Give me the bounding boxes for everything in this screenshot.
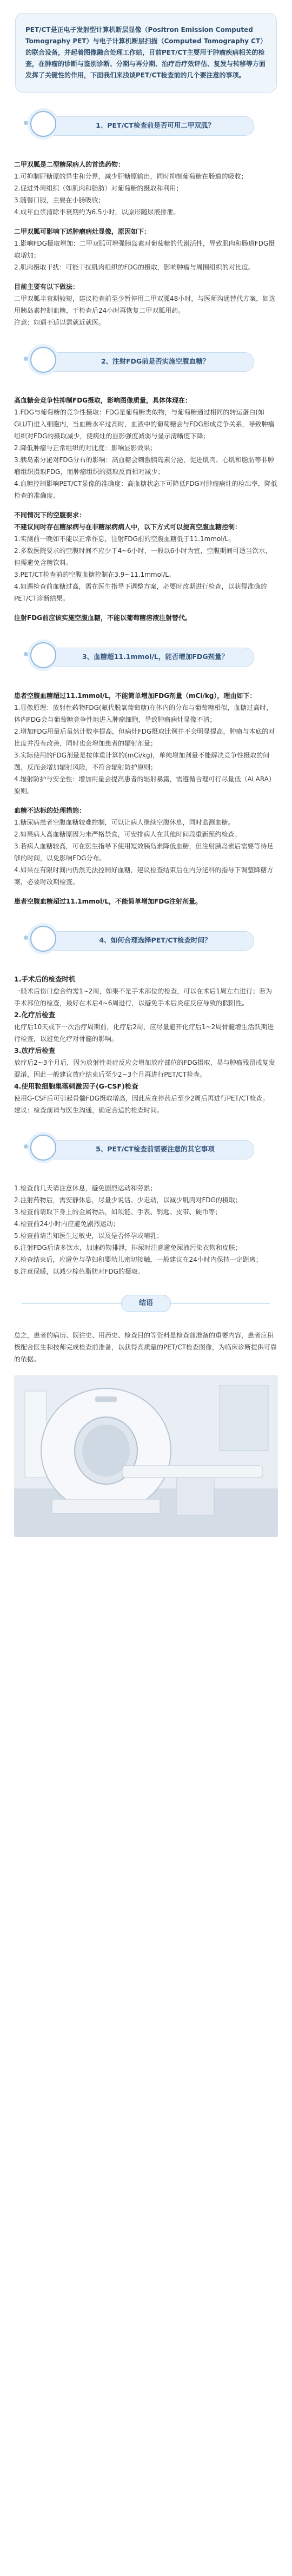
- section-badge: [30, 347, 56, 373]
- paragraph: 2.降低肿瘤与正常组织的对比度：影响显影效果；: [14, 444, 157, 452]
- subheading: 1.手术后的检查时机: [14, 975, 76, 983]
- paragraph: 3.随餐口服，主要在小肠吸收；: [14, 196, 105, 204]
- section-title: 1、PET/CT检查前是否可用二甲双胍？: [96, 121, 215, 129]
- paragraph: 1.实测前一晚如不能以正常作息，注射FDG前的空腹血糖低于11.1mmol/L。: [14, 535, 235, 543]
- paragraph: 二甲双胍可影响下述肿瘤病灶显像，原因如下：: [14, 228, 151, 235]
- paragraph: 化疗后10天或下一次治疗周期前，化疗后2周，应尽量避开化疗后1~2周骨髓增生活跃期进行检查，以避免化疗对骨髓的影响。: [14, 1023, 274, 1043]
- closing-header: [22, 1289, 270, 1317]
- paragraph: 4.辐射防护与安全性：增加用量会提高患者的辐射暴露，需遵循合理可行尽量低（ALARA）原则。: [14, 775, 275, 795]
- paragraph: 6.注射FDG后请多饮水，加速药物排泄，排尿时注意避免尿液污染衣物和皮肤；: [14, 1244, 242, 1251]
- paragraph: 患者空腹血糖超过11.1mmol/L，不能简单增加FDG剂量（mCi/kg），理由如下：: [14, 692, 256, 700]
- section-badge: [30, 926, 56, 952]
- paragraph: 不同情况下的空腹要求：: [14, 511, 86, 519]
- paragraph: 1.显像原理：放射性药物FDG(氟代脱氧葡萄糖)在体内的分布与葡萄糖相似，血糖过高时，体内FDG会与葡萄糖竞争性地进入肿瘤细胞，导致肿瘤病灶显像不清；: [14, 704, 273, 723]
- paragraph: 1.糖尿病患者空腹血糖较难控制，可以让病人继续空腹休息，同时监测血糖。: [14, 819, 235, 826]
- paragraph: 1.检查前几天请注意休息，避免剧烈运动和劳累；: [14, 1184, 157, 1192]
- paragraph: 4.如遇检查前血糖过高，需在医生指导下调整方案，必要时改期进行检查，以获得准确的PET/CT诊断结果。: [14, 583, 267, 602]
- decor-dot: [24, 652, 28, 656]
- paragraph: 3.胰岛素分泌对FDG分布的影响：高血糖会刺激胰岛素分泌，促进肌肉、心肌和脂肪等非肿瘤组织摄取FDG，而肿瘤组织的摄取反而相对减少；: [14, 456, 274, 476]
- section-title: 5、PET/CT检查前需要注意的其它事项: [96, 1145, 215, 1153]
- paragraph: 4.成年血浆清除半衰期约为6.5小时，以原形随尿液排泄。: [14, 208, 180, 216]
- paragraph: 4.如果在有限时间内仍然无法控制好血糖，建议检查结束后在内分泌科的指导下调整降糖方案，必要时改期检查。: [14, 866, 274, 886]
- paragraph: 2.肌肉摄取干扰：可能干扰肌肉组织的FDG的摄取，影响肿瘤与周围组织的对比度。: [14, 263, 255, 271]
- paragraph: 血糖不达标的处理措施：: [14, 807, 86, 814]
- paragraph: 3.检查前请取下身上的金属物品，如项链、手表、钥匙、皮带、硬币等；: [14, 1208, 222, 1216]
- subheading: 4.使用粒细胞集落刺激因子(G-CSF)检查: [14, 1082, 138, 1090]
- section-badge: [30, 111, 56, 137]
- closing-label: 结语: [121, 1295, 171, 1312]
- paragraph: 注射FDG前应该实施空腹血糖，不能以葡萄糖溶液注射替代。: [14, 614, 192, 622]
- paragraph: 2.促进外周组织（如肌肉和脂肪）对葡萄糖的摄取和利用；: [14, 185, 183, 192]
- paragraph: 2.如果病人高血糖原因为未严格禁食，可安排病人在其他时间段重新预约检查。: [14, 831, 241, 838]
- paragraph: 1.可抑制肝糖原的异生和分界，减少肝糖原输出，同时抑制葡萄糖在肠道的吸收；: [14, 173, 248, 180]
- paragraph: 1.FDG与葡萄糖的竞争性摄取：FDG是葡萄糖类似物，与葡萄糖通过相同的转运蛋白(如GLUT)进入细胞内，当血糖水平过高时，血液中的葡萄糖会与FDG形成竞争关系，导致肿瘤组织对FDG的摄取减少，使病灶的显影强度减弱与显示清晰度下降；: [14, 409, 275, 440]
- section-header-3: [22, 639, 270, 675]
- paragraph: 一般术后伤口愈合约需1~2周，如果不是手术部位的检查，可以在术后1周左右进行；若为手术部位的检查，最好在术后4~6周进行，以避免手术后炎症反应导致的假阳性。: [14, 987, 272, 1007]
- section-title: 4、如何合理选择PET/CT检查时间？: [99, 936, 211, 944]
- paragraph: 2.多数医院要求的空腹时间不应少于4~6小时，一般以6小时为宜，空腹期间可适当饮水，但需避免含糖饮料。: [14, 547, 272, 566]
- subheading: 3.放疗后检查: [14, 1046, 55, 1055]
- section-badge: [30, 642, 56, 668]
- section-badge: [30, 1135, 56, 1161]
- paragraph: 使用G-CSF后可引起骨髓FDG摄取增高，因此应在停药后至少2周后再进行PET/CT检查。: [14, 1095, 269, 1102]
- section-header-5: [22, 1131, 270, 1167]
- paragraph: 高血糖会竞争性抑制FDG摄取，影响图像质量，具体体现在：: [14, 397, 192, 404]
- section-title: 3、血糖超11.1mmol/L，能否增加FDG剂量？: [82, 653, 229, 661]
- paragraph: 8.注意保暖，以减少棕色脂肪对FDG的摄取。: [14, 1268, 144, 1275]
- paragraph: 二甲双胍半衰期较短，建议检查前至少暂停用二甲双胍48小时，与医师沟通替代方案，如选用胰岛素控制血糖，于检查后24小时再恢复二甲双胍用药。: [14, 295, 276, 314]
- paragraph: 注意：如遇不适以需就近就医。: [14, 319, 105, 326]
- section-header-4: [22, 923, 270, 958]
- paragraph: 3.PET/CT检查前的空腹血糖控制在3.9~11.1mmol/L。: [14, 571, 175, 578]
- decor-dot: [24, 935, 28, 940]
- paragraph: 1.影响FDG摄取增加：二甲双胍可增强胰岛素对葡萄糖的代谢活性，导致肌肉和肠道FDG摄取增加；: [14, 240, 275, 259]
- decor-dot: [24, 357, 28, 361]
- intro-text: PET/CT是正电子发射型计算机断层显像（Positron Emission Computed Tomography PET）与电子计算机断层扫描（Computed Tomography CT）的联合设备，并起着图像融合处理工作站，目前PET/CT主要用于肿瘤疾病相关的检查，在肿瘤的诊断与鉴别诊断、分期与再分期、治疗后疗效评估、复发与转移等方面发挥了关键性的作用，下面我们来浅谈PET/CT检查前的几个要注意的事项。: [25, 26, 266, 79]
- paragraph: 2.增加FDG用量后虽然计数率提高，但病灶FDG摄取比例并不会明显提高，肿瘤与本底的对比度并没有改善，同时也会增加患者的辐射剂量；: [14, 728, 275, 747]
- pet-ct-scanner-illustration: [14, 1375, 278, 1537]
- paragraph: 2.注射药物后，需安静休息，尽量少说话、少走动，以减少肌肉对FDG的摄取；: [14, 1196, 242, 1204]
- paragraph: 4.检查前24小时内应避免剧烈运动；: [14, 1220, 120, 1228]
- subheading: 2.化疗后检查: [14, 1011, 55, 1019]
- paragraph: 5.检查前请告知医生过敏史，以及是否怀孕或哺乳；: [14, 1232, 163, 1240]
- paragraph: 4.血糖控制影响PET/CT显像的准确度：高血糖状态下可降低FDG对肿瘤病灶的检出率，降低检查的准确度。: [14, 480, 277, 499]
- paragraph: 二甲双胍是二型糖尿病人的首选药物：: [14, 161, 125, 168]
- section-header-2: [22, 344, 270, 379]
- paragraph: 7.检查结束后，应避免与孕妇和婴幼儿密切接触，一般建议在24小时内保持一定距离；: [14, 1256, 262, 1263]
- decor-dot: [24, 121, 28, 125]
- paragraph: 患者空腹血糖超过11.1mmol/L，不能简单增加FDG注射剂量。: [14, 898, 202, 905]
- section-header-1: [22, 108, 270, 143]
- decor-dot: [24, 1144, 28, 1149]
- article-page: [0, 13, 292, 2576]
- pet-ct-scanner-photo: [14, 1375, 278, 1537]
- paragraph: 3.实际使用的FDG剂量是按体重计算的(mCi/kg)，单纯增加剂量不能解决竞争性摄取的问题，反而会增加辐射风险，不符合辐射防护原则；: [14, 752, 270, 771]
- paragraph: 3.若病人血糖较高，可在医生指导下使用短效胰岛素降低血糖，但注射胰岛素后需要等待足够的时间，以免影响FDG分布。: [14, 842, 274, 862]
- intro-box: [15, 13, 277, 93]
- paragraph: 建议：检查前请与医生沟通，确定合适的检查时间。: [14, 1106, 164, 1114]
- section-title: 2、注射FDG前是否实施空腹血糖？: [101, 357, 210, 365]
- paragraph: 目前主要有以下做法：: [14, 283, 79, 291]
- closing-text: 总之，患者的病历、既往史、用药史、检查目的等资料是检查前准备的重要内容，患者应积极配合医生和技师完成检查前准备，以获得高质量的PET/CT检查图像，为临床诊断提供可靠的依据。: [14, 1332, 277, 1363]
- paragraph: 放疗后2~3个月后，因为放射性炎症反应会增加放疗部位的FDG摄取，易与肿瘤残留或复发混淆，因此一般建议放疗结束后至少2~3个月再进行PET/CT检查。: [14, 1059, 275, 1078]
- paragraph: 不建议同时存在糖尿病与在非糖尿病病人中，以下方式可以提高空腹血糖控制：: [14, 523, 242, 531]
